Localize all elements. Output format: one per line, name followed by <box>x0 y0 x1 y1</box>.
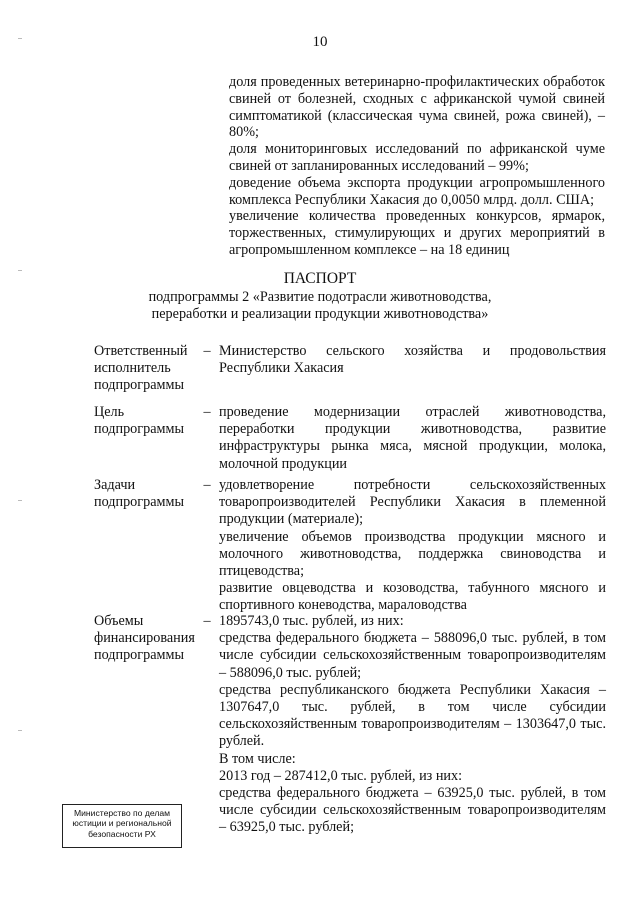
indicator-list <box>229 74 605 259</box>
row-dash: – <box>203 477 211 493</box>
registration-stamp: Министерство по делам юстиции и региональной безопасности РХ <box>62 804 182 848</box>
row-dash: – <box>203 343 211 359</box>
row-label: Задачи подпрограммы <box>94 477 184 511</box>
passport-subtitle-line: подпрограммы 2 «Развитие подотрасли животноводства, <box>148 289 492 305</box>
indicator-item: доля мониторинговых исследований по африканской чуме свиней от запланированных исследований – 99%; <box>229 141 605 174</box>
passport-subtitle-line: переработки и реализации продукции животноводства» <box>151 306 489 322</box>
scan-mark <box>18 38 22 39</box>
row-value: 1895743,0 тыс. рублей, из них: средства федерального бюджета – 588096,0 тыс. рублей, в том числе субсидии сельскохозяйственным товаропроизводителям – 588096,0 тыс. рублей; средства республиканского бюджета Республики Хакасия – 1307647,0 тыс. рублей, в том числе субсидии сельскохозяйственным товаропроизводителям – 1303647,0 тыс. рублей. В том числе: 2013 год – 287412,0 тыс. рублей, из них: средства федерального бюджета – 63925,0 тыс. рублей, в том числе субсидии сельскохозяйственным товаропроизводителям – 63925,0 тыс. рублей; <box>219 613 606 836</box>
passport-title: ПАСПОРТ <box>283 270 357 287</box>
indicator-item: увеличение количества проведенных конкурсов, ярмарок, торжественных, стимулирующих и других мероприятий в агропромышленном комплексе – на 18 единиц <box>229 208 605 258</box>
passport-subtitle <box>0 289 640 323</box>
row-value: Министерство сельского хозяйства и продовольствия Республики Хакасия <box>219 343 606 377</box>
row-dash: – <box>203 404 211 420</box>
indicator-item: доведение объема экспорта продукции агропромышленного комплекса Республики Хакасия до 0,0050 млрд. долл. США; <box>229 174 605 208</box>
indicator-item: доля проведенных ветеринарно-профилактических обработок свиней от болезней, сходных с африканской чумой свиней симптоматикой (классическая чума свиней, рожа свиней), – 80%; <box>229 74 605 141</box>
row-label: Ответственный исполнитель подпрограммы <box>94 343 188 394</box>
scan-mark <box>18 270 22 271</box>
row-value: удовлетворение потребности сельскохозяйственных товаропроизводителей Республики Хакасия в племенной продукции (материале); увеличение объемов производства продукции мясного и молочного животноводства, поддержка свиноводства и птицеводства; развитие овцеводства и козоводства, табунного мясного и спортивного коневодства, мараловодства <box>219 477 606 614</box>
scan-mark <box>18 500 22 501</box>
page-number: 10 <box>312 34 328 50</box>
row-label: Цель подпрограммы <box>94 404 184 438</box>
scan-mark <box>18 730 22 731</box>
row-value: проведение модернизации отраслей животноводства, переработки продукции животноводства, развитие инфраструктуры рынка мяса, мясной продукции, молока, молочной продукции <box>219 404 606 472</box>
row-dash: – <box>203 613 211 629</box>
row-label: Объемы финансирования подпрограммы <box>94 613 195 664</box>
